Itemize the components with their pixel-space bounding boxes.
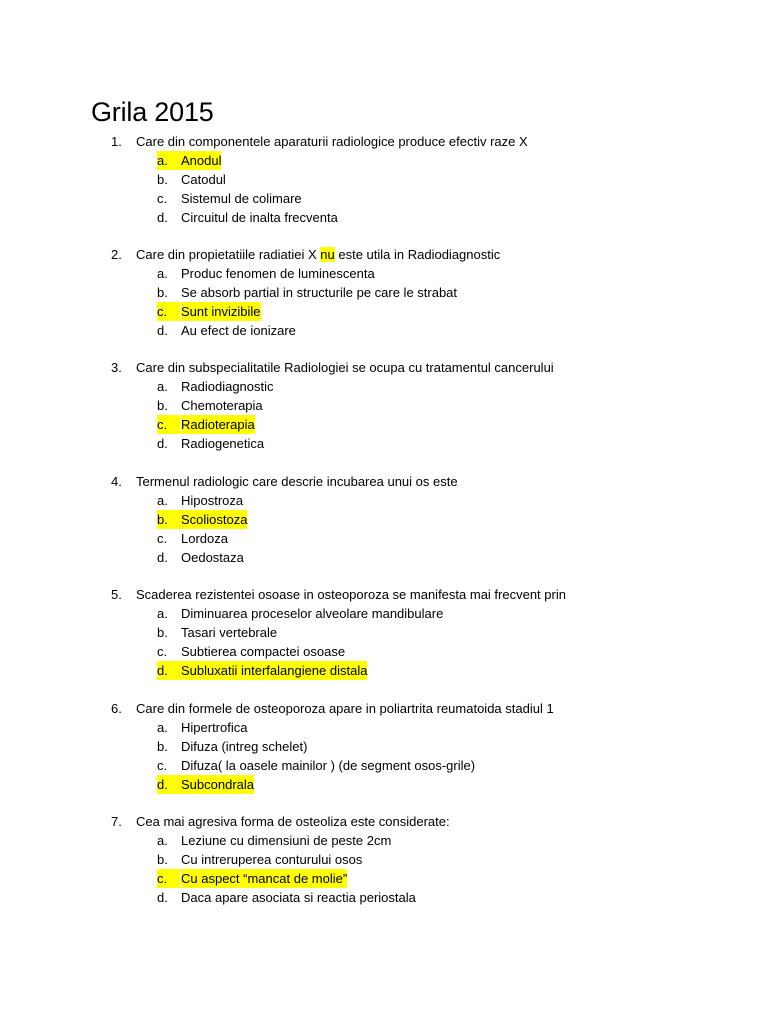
question-text-part: este utila in Radiodiagnostic	[334, 247, 501, 262]
option-letter: d.	[157, 436, 168, 451]
question-number: 6.	[111, 701, 122, 716]
question-text	[136, 699, 554, 718]
option-letter: b.	[157, 739, 168, 754]
option-letter: d.	[157, 323, 168, 338]
question-number: 2.	[111, 247, 122, 262]
option-text: Subtierea compactei osoase	[181, 644, 346, 659]
option-letter: d.	[157, 775, 181, 794]
option-text: Au efect de ionizare	[181, 323, 296, 338]
option-letter: d.	[157, 210, 168, 225]
option-text: Catodul	[181, 172, 226, 187]
option-letter: c.	[157, 302, 180, 321]
option-letter: a.	[157, 379, 168, 394]
question-text-part: Care din subspecialitatile Radiologiei se ocupa cu tratamentul cancerului	[136, 360, 554, 375]
question-text	[136, 132, 528, 151]
option-text: Cu aspect “mancat de molie”	[181, 871, 348, 886]
option-text: Sistemul de colimare	[181, 191, 302, 206]
option-text: Se absorb partial in structurile pe care le strabat	[181, 285, 458, 300]
question-text-part: Termenul radiologic care descrie incubarea unui os este	[136, 474, 458, 489]
option-letter: c.	[157, 758, 168, 773]
highlighted-word: nu	[320, 247, 335, 262]
option-letter: a.	[157, 151, 181, 170]
question-text	[136, 472, 458, 491]
option-text: Sunt invizibile	[181, 304, 261, 319]
option-text: Hipertrofica	[181, 720, 248, 735]
option-text: Difuza (intreg schelet)	[181, 739, 308, 754]
question-number: 7.	[111, 814, 122, 829]
option-letter: c.	[157, 644, 168, 659]
option-letter: a.	[157, 266, 168, 281]
option-letter: c.	[157, 869, 180, 888]
question-number: 3.	[111, 360, 122, 375]
question-text-part: Care din formele de osteoporoza apare in poliartrita reumatoida stadiul 1	[136, 701, 554, 716]
option-letter: b.	[157, 398, 168, 413]
question-text	[136, 812, 450, 831]
option-text: Chemoterapia	[181, 398, 263, 413]
option-letter: a.	[157, 493, 168, 508]
option-text: Radioterapia	[181, 417, 255, 432]
option-text: Anodul	[181, 153, 222, 168]
option-text: Subluxatii interfalangiene distala	[181, 663, 368, 678]
option-letter: b.	[157, 852, 168, 867]
option-letter: b.	[157, 625, 168, 640]
option-text: Daca apare asociata si reactia periostala	[181, 890, 416, 905]
question-number: 4.	[111, 474, 122, 489]
option-text: Cu intreruperea conturului osos	[181, 852, 363, 867]
option-letter: c.	[157, 415, 180, 434]
question-text-part: Cea mai agresiva forma de osteoliza este considerate:	[136, 814, 450, 829]
option-letter: d.	[157, 550, 168, 565]
option-text: Leziune cu dimensiuni de peste 2cm	[181, 833, 392, 848]
option-text: Produc fenomen de luminescenta	[181, 266, 375, 281]
option-letter: a.	[157, 606, 168, 621]
option-letter: d.	[157, 661, 181, 680]
option-text: Subcondrala	[181, 777, 254, 792]
option-text: Oedostaza	[181, 550, 244, 565]
option-letter: d.	[157, 890, 168, 905]
option-letter: c.	[157, 191, 168, 206]
option-text: Radiodiagnostic	[181, 379, 274, 394]
option-letter: a.	[157, 833, 168, 848]
question-text-part: Scaderea rezistentei osoase in osteoporoza se manifesta mai frecvent prin	[136, 587, 566, 602]
option-text: Radiogenetica	[181, 436, 265, 451]
question-text	[136, 358, 554, 377]
option-text: Tasari vertebrale	[181, 625, 278, 640]
option-text: Diminuarea proceselor alveolare mandibulare	[181, 606, 444, 621]
option-letter: a.	[157, 720, 168, 735]
question-number: 5.	[111, 587, 122, 602]
document-title: Grila 2015	[91, 97, 214, 127]
option-letter: b.	[157, 510, 181, 529]
option-letter: b.	[157, 285, 168, 300]
option-letter: c.	[157, 531, 168, 546]
question-number: 1.	[111, 134, 122, 149]
option-text: Lordoza	[181, 531, 228, 546]
option-text: Difuza( la oasele mainilor ) (de segment osos-grile)	[181, 758, 476, 773]
option-letter: b.	[157, 172, 168, 187]
question-text	[136, 245, 500, 264]
question-text	[136, 585, 566, 604]
option-text: Circuitul de inalta frecventa	[181, 210, 338, 225]
question-text-part: Care din componentele aparaturii radiologice produce efectiv raze X	[136, 134, 528, 149]
question-text-part: Care din propietatiile radiatiei X	[136, 247, 321, 262]
option-text: Scoliostoza	[181, 512, 248, 527]
option-text: Hipostroza	[181, 493, 244, 508]
